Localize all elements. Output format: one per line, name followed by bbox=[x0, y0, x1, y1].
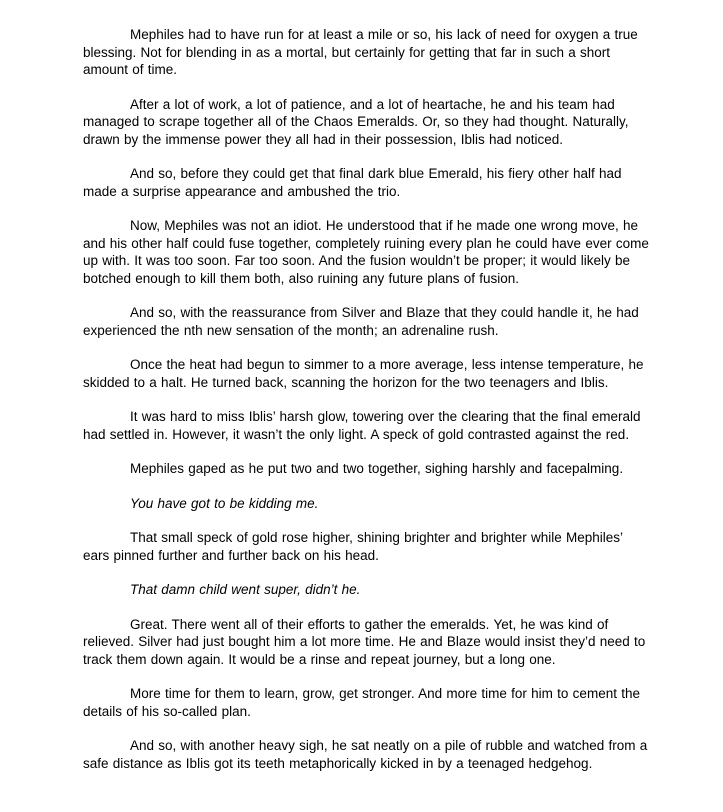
paragraph: Great. There went all of their efforts to gather the emeralds. Yet, he was kind of relieved. Silver had just bought him a lot more time. He and Blaze would insist they’d need to track them down again. It would be a rinse and repeat journey, but a long one. bbox=[83, 616, 646, 667]
paragraph: And so, with the reassurance from Silver and Blaze that they could handle it, he had experienced the nth new sensation of the month; an adrenaline rush. bbox=[83, 305, 639, 338]
paragraph: Once the heat had begun to simmer to a more average, less intense temperature, he skidded to a halt. He turned back, scanning the horizon for the two teenagers and Iblis. bbox=[83, 357, 644, 390]
paragraph: That damn child went super, didn’t he. bbox=[130, 582, 361, 597]
paragraph: You have got to be kidding me. bbox=[130, 495, 319, 511]
paragraph: Mephiles had to have run for at least a mile or so, his lack of need for oxygen a true blessing. Not for blending in as a mortal, but certainly for getting that far in such a short amount of time. bbox=[83, 27, 638, 77]
paragraph: It was hard to miss Iblis’ harsh glow, towering over the clearing that the final emerald had settled in. However, it wasn’t the only light. A speck of gold contrasted against the red. bbox=[83, 409, 641, 442]
paragraph: Mephiles gaped as he put two and two together, sighing harshly and facepalming. bbox=[130, 461, 624, 476]
paragraph: Now, Mephiles was not an idiot. He understood that if he made one wrong move, he and his other half could fuse together, completely ruining every plan he could have ever come up with. It was too soon. Far too soon. And the fusion wouldn’t be proper; it would likely be botched enough to kill them both, also ruining any future plans of fusion. bbox=[83, 218, 649, 286]
paragraph: After a lot of work, a lot of patience, and a lot of heartache, he and his team had managed to scrape together all of the Chaos Emeralds. Or, so they had thought. Naturally, drawn by the immense power they all had in their possession, Iblis had noticed. bbox=[83, 96, 629, 147]
paragraph: And so, with another heavy sigh, he sat neatly on a pile of rubble and watched from a safe distance as Iblis got its teeth metaphorically kicked in by a teenaged hedgehog. bbox=[83, 738, 648, 771]
paragraph: More time for them to learn, grow, get stronger. And more time for him to cement the details of his so-called plan. bbox=[83, 686, 640, 719]
paragraph: And so, before they could get that final dark blue Emerald, his fiery other half had made a surprise appearance and ambushed the trio. bbox=[83, 166, 622, 199]
paragraph: That small speck of gold rose higher, shining brighter and brighter while Mephiles’ ears pinned further and further back on his head. bbox=[83, 530, 623, 563]
